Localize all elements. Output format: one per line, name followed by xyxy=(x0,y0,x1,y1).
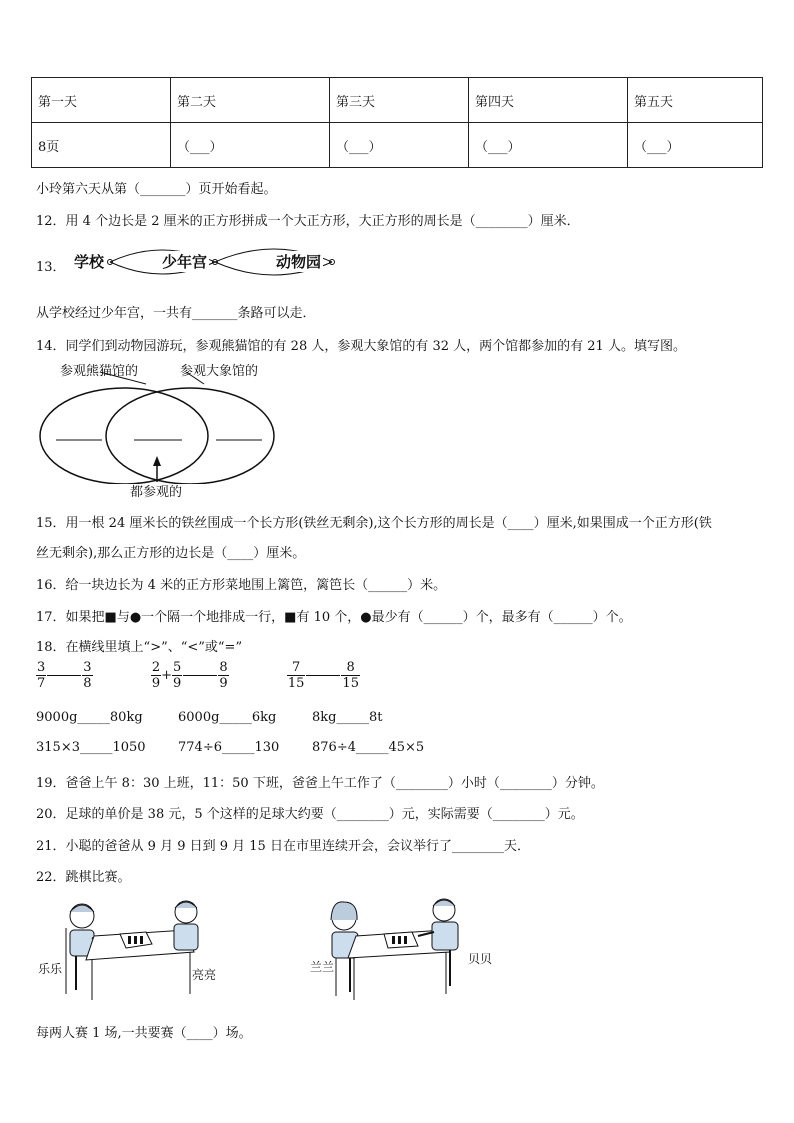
venn-diagram xyxy=(36,372,280,484)
unit-compare-2: 6000g_____6kg xyxy=(178,710,277,725)
unit-compare-3: 8kg_____8t xyxy=(312,710,383,725)
label-both: 都参观的 xyxy=(130,485,183,500)
checker-piece xyxy=(404,936,407,944)
panda-ellipse xyxy=(40,388,208,484)
arrow-head xyxy=(153,456,161,466)
question-22-text: 每两人赛 1 场,一共要赛（____）场。 xyxy=(36,1026,252,1041)
question-16: 16．给一块边长为 4 米的正方形菜地围上篱笆，篱笆长（______）米。 xyxy=(36,578,447,593)
calc-compare-2: 774÷6_____130 xyxy=(178,740,280,755)
calc-compare-1: 315×3_____1050 xyxy=(36,740,146,755)
table-header-cell: 第二天 xyxy=(171,78,330,123)
fraction-row xyxy=(36,660,360,691)
palace-label: 少年宫 xyxy=(162,253,208,271)
fraction: $\frac{3}{8}$ xyxy=(83,660,92,691)
fraction: $\frac{8}{9}$ xyxy=(219,660,228,691)
unit-compare-1: 9000g_____80kg xyxy=(36,710,143,725)
question-19: 19．爸爸上午 8：30 上班，11：50 下班，爸爸上午工作了（________）小时（________）分钟。 xyxy=(36,776,604,791)
name-beibei: 贝贝 xyxy=(468,952,493,966)
question-15-line1: 15．用一根 24 厘米长的铁丝围成一个长方形(铁丝无剩余),这个长方形的周长是（____）厘米,如果围成一个正方形(铁 xyxy=(36,516,712,531)
child-hair xyxy=(331,902,357,920)
game-scene-right xyxy=(322,896,482,1002)
compare-blank[interactable] xyxy=(47,675,81,676)
table-header-cell: 第四天 xyxy=(469,78,628,123)
table-cell-answer[interactable]: （___） xyxy=(628,123,763,168)
checker-piece xyxy=(128,936,131,944)
table-cell-answer[interactable]: （___） xyxy=(330,123,469,168)
calc-compare-3: 876÷4_____45×5 xyxy=(312,740,425,755)
question-20: 20．足球的单价是 38 元，5 个这样的足球大约要（________）元，实际需要（________）元。 xyxy=(36,807,584,822)
fraction: $\frac{2}{9}$ xyxy=(151,660,161,691)
plus-sign: + xyxy=(161,668,173,683)
name-liangliang: 亮亮 xyxy=(192,968,217,982)
child-body xyxy=(174,924,198,950)
child-hair xyxy=(70,905,94,912)
fraction: $\frac{7}{15}$ xyxy=(287,660,305,691)
child-hair xyxy=(433,900,455,906)
q13-number: 13． xyxy=(36,260,66,275)
fraction: $\frac{5}{9}$ xyxy=(173,660,182,691)
question-17: 17．如果把■与●一个隔一个地排成一行，■有 10 个，●最少有（______）个，最多有（______）个。 xyxy=(36,610,632,625)
table-cell-answer[interactable]: （___） xyxy=(469,123,628,168)
pointer-line-panda xyxy=(100,372,146,384)
compare-blank[interactable] xyxy=(183,675,217,676)
question-13-text: 从学校经过少年宫，一共有_______条路可以走． xyxy=(36,306,316,321)
elephant-ellipse xyxy=(106,388,274,484)
reading-table xyxy=(31,77,763,168)
question-18-title: 18．在横线里填上“>”、“<”或“=” xyxy=(36,640,243,655)
table-header-cell: 第五天 xyxy=(628,78,763,123)
name-lele: 乐乐 xyxy=(38,962,63,976)
checker-piece xyxy=(398,936,401,944)
school-label: 学校 xyxy=(74,253,105,271)
question-12: 12．用 4 个边长是 2 厘米的正方形拼成一个大正方形，大正方形的周长是（________）厘米． xyxy=(36,214,580,229)
fraction: $\frac{8}{15}$ xyxy=(342,660,359,691)
checker-piece xyxy=(134,936,137,944)
q11-continuation: 小玲第六天从第（_______）页开始看起。 xyxy=(36,182,277,197)
table-cell-answer[interactable]: （___） xyxy=(171,123,330,168)
compare-blank[interactable] xyxy=(306,675,340,676)
label-panda: 参观熊猫馆的 xyxy=(60,364,139,379)
zoo-label: 动物园 xyxy=(276,253,322,271)
table-cell: 8页 xyxy=(32,123,171,168)
game-scene-left xyxy=(36,894,206,1004)
label-elephant: 参观大象馆的 xyxy=(180,364,259,379)
fraction: $\frac{3}{7}$ xyxy=(37,660,46,691)
child-body xyxy=(432,922,458,950)
table-row xyxy=(32,123,763,168)
question-21: 21．小聪的爸爸从 9 月 9 日到 9 月 15 日在市里连续开会，会议举行了________天． xyxy=(36,839,530,854)
question-22-title: 22．跳棋比赛。 xyxy=(36,870,131,885)
checker-piece xyxy=(392,936,395,944)
name-lanlan: 兰兰 xyxy=(310,960,335,974)
child-hair xyxy=(175,902,197,908)
question-15-line2: 丝无剩余),那么正方形的边长是（____）厘米。 xyxy=(36,546,306,561)
table-header-row xyxy=(32,78,763,123)
pointer-line-elephant xyxy=(186,372,204,384)
table-header-cell: 第一天 xyxy=(32,78,171,123)
checker-piece xyxy=(140,936,143,944)
table-header-cell: 第三天 xyxy=(330,78,469,123)
question-14: 14．同学们到动物园游玩，参观熊猫馆的有 28 人，参观大象馆的有 32 人，两个馆都参加的有 21 人。填写图。 xyxy=(36,339,686,354)
